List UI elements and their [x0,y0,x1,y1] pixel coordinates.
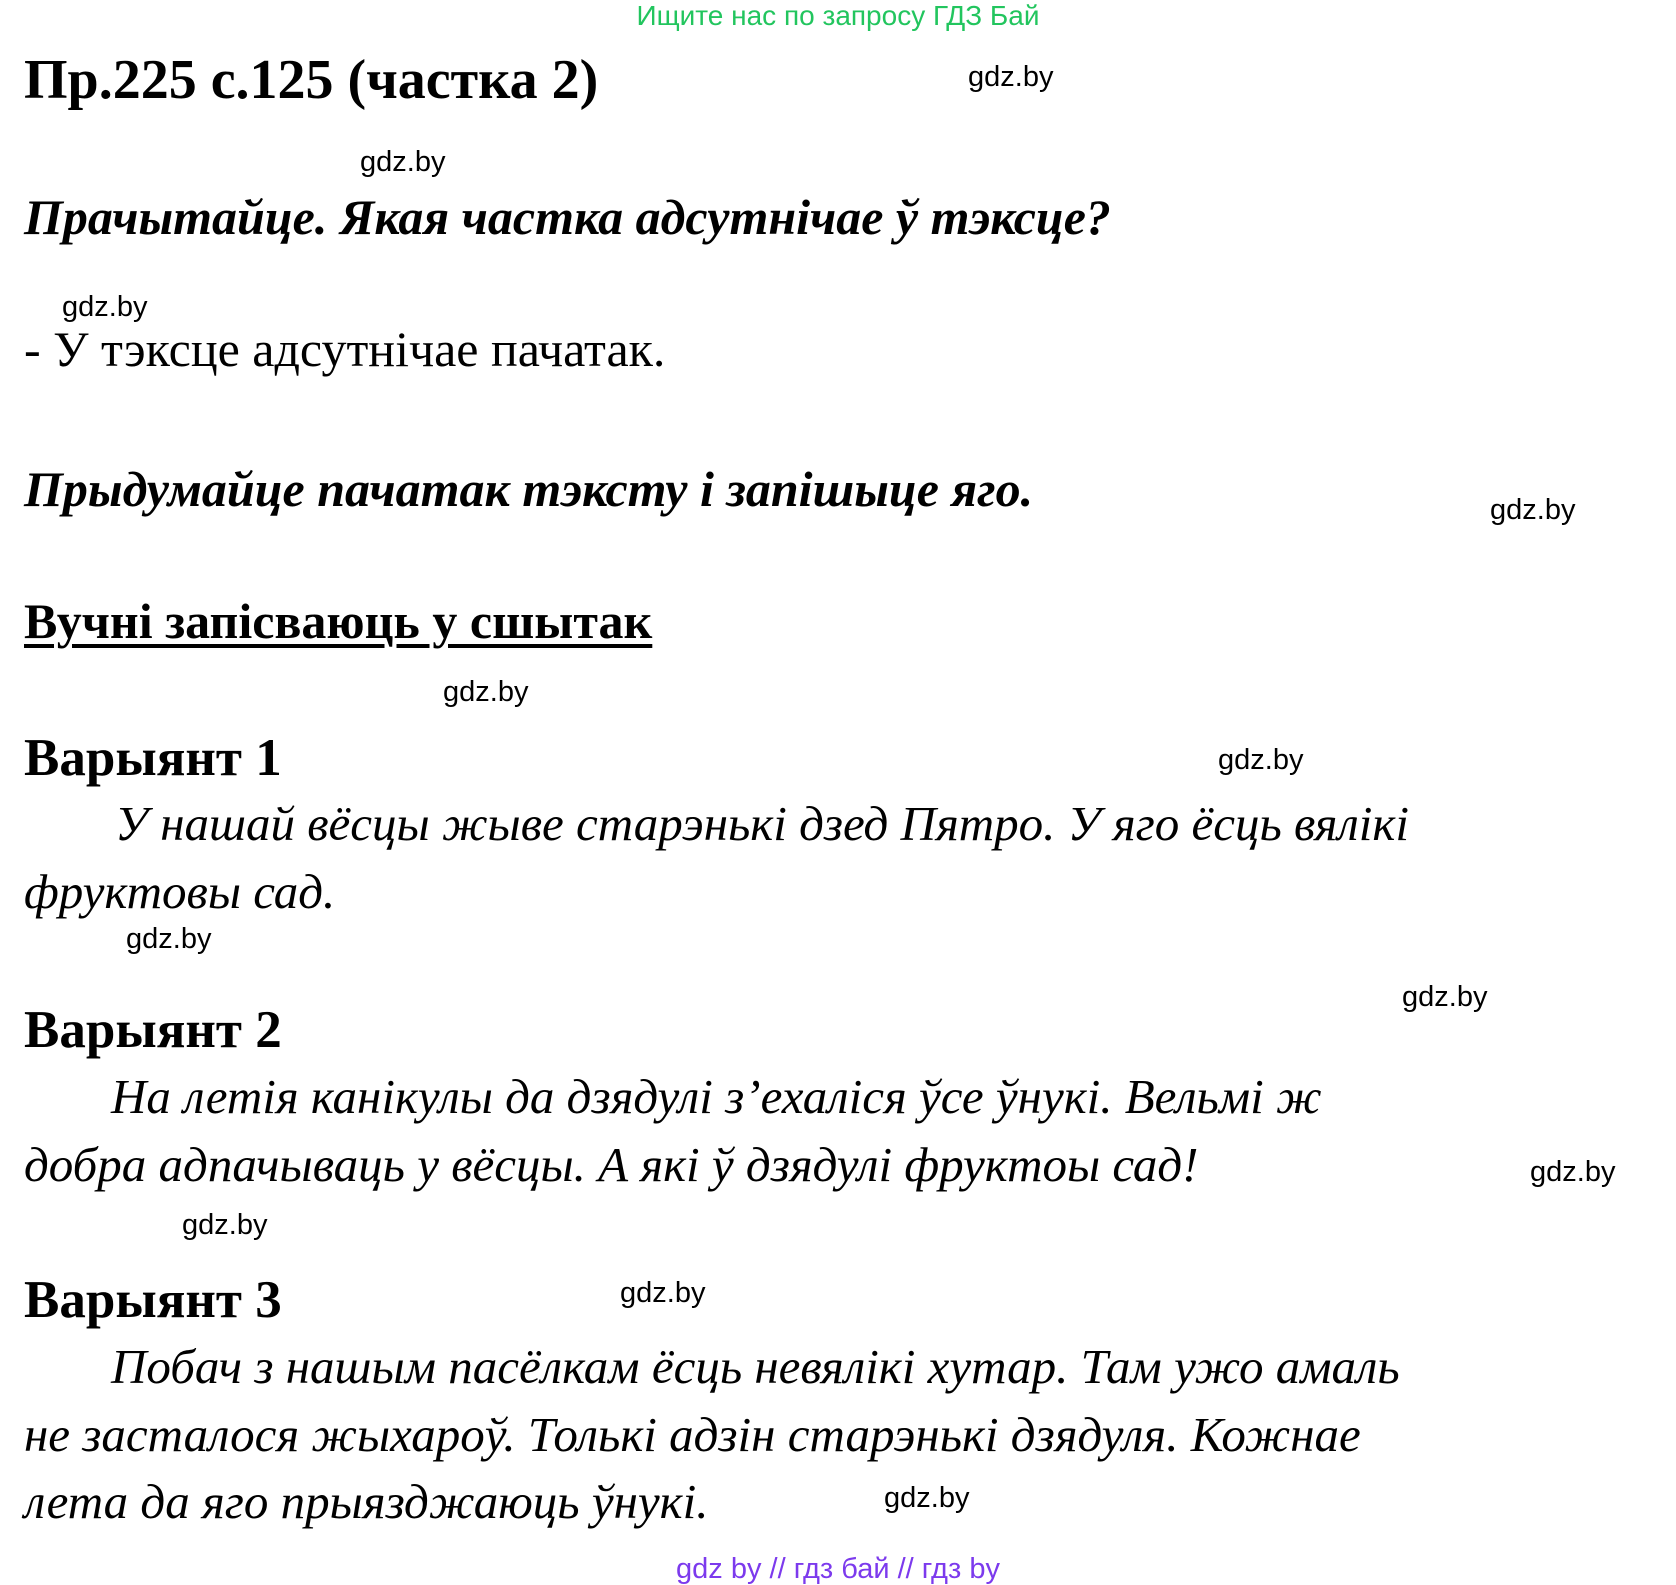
section-title: Вучні запісваюць у сшытак [24,593,653,649]
watermark: gdz.by [1530,1156,1616,1188]
variant-1-label: Варыянт 1 [24,729,282,787]
watermark: gdz.by [62,291,148,323]
watermark: gdz.by [126,923,212,955]
footer-links: gdz by // гдз бай // гдз by [676,1553,1000,1585]
watermark: gdz.by [1490,494,1576,526]
watermark: gdz.by [884,1482,970,1514]
variant-2-label: Варыянт 2 [24,1001,282,1059]
watermark: gdz.by [1218,744,1304,776]
watermark: gdz.by [360,146,446,178]
page-title: Пр.225 с.125 (частка 2) [24,49,599,111]
watermark: gdz.by [182,1209,268,1241]
variant-3-line-3: лета да яго прыязджаюць ўнукі. [24,1474,709,1529]
promo-banner: Ищите нас по запросу ГДЗ Бай [636,0,1040,31]
variant-1-line-2: фруктовы сад. [24,864,336,919]
variant-3-label: Варыянт 3 [24,1271,282,1329]
variant-3-line-2: не засталося жыхароў. Толькі адзін старэнькі дзядуля. Кожнае [24,1407,1361,1462]
variant-1-line-1: У нашай вёсцы жыве старэнькі дзед Пятро. У яго ёсць вялікі [115,796,1409,851]
variant-2-line-2: добра адпачываць у вёсцы. А які ў дзядулі фруктоы сад! [24,1137,1199,1192]
watermark: gdz.by [1402,981,1488,1013]
task-question-2: Прыдумайце пачатак тэксту і запішыце яго. [24,461,1034,517]
watermark: gdz.by [620,1277,706,1309]
watermark: gdz.by [443,676,529,708]
variant-2-line-1: На летія канікулы да дзядулі з’ехаліся ўсе ўнукі. Вельмі ж [111,1069,1322,1124]
variant-3-line-1: Побач з нашым пасёлкам ёсць невялікі хутар. Там ужо амаль [111,1339,1400,1394]
task-question-1: Прачытайце. Якая частка адсутнічае ў тэксце? [24,189,1111,245]
task-answer-1: - У тэксце адсутнічае пачатак. [24,321,666,377]
watermark: gdz.by [968,61,1054,93]
